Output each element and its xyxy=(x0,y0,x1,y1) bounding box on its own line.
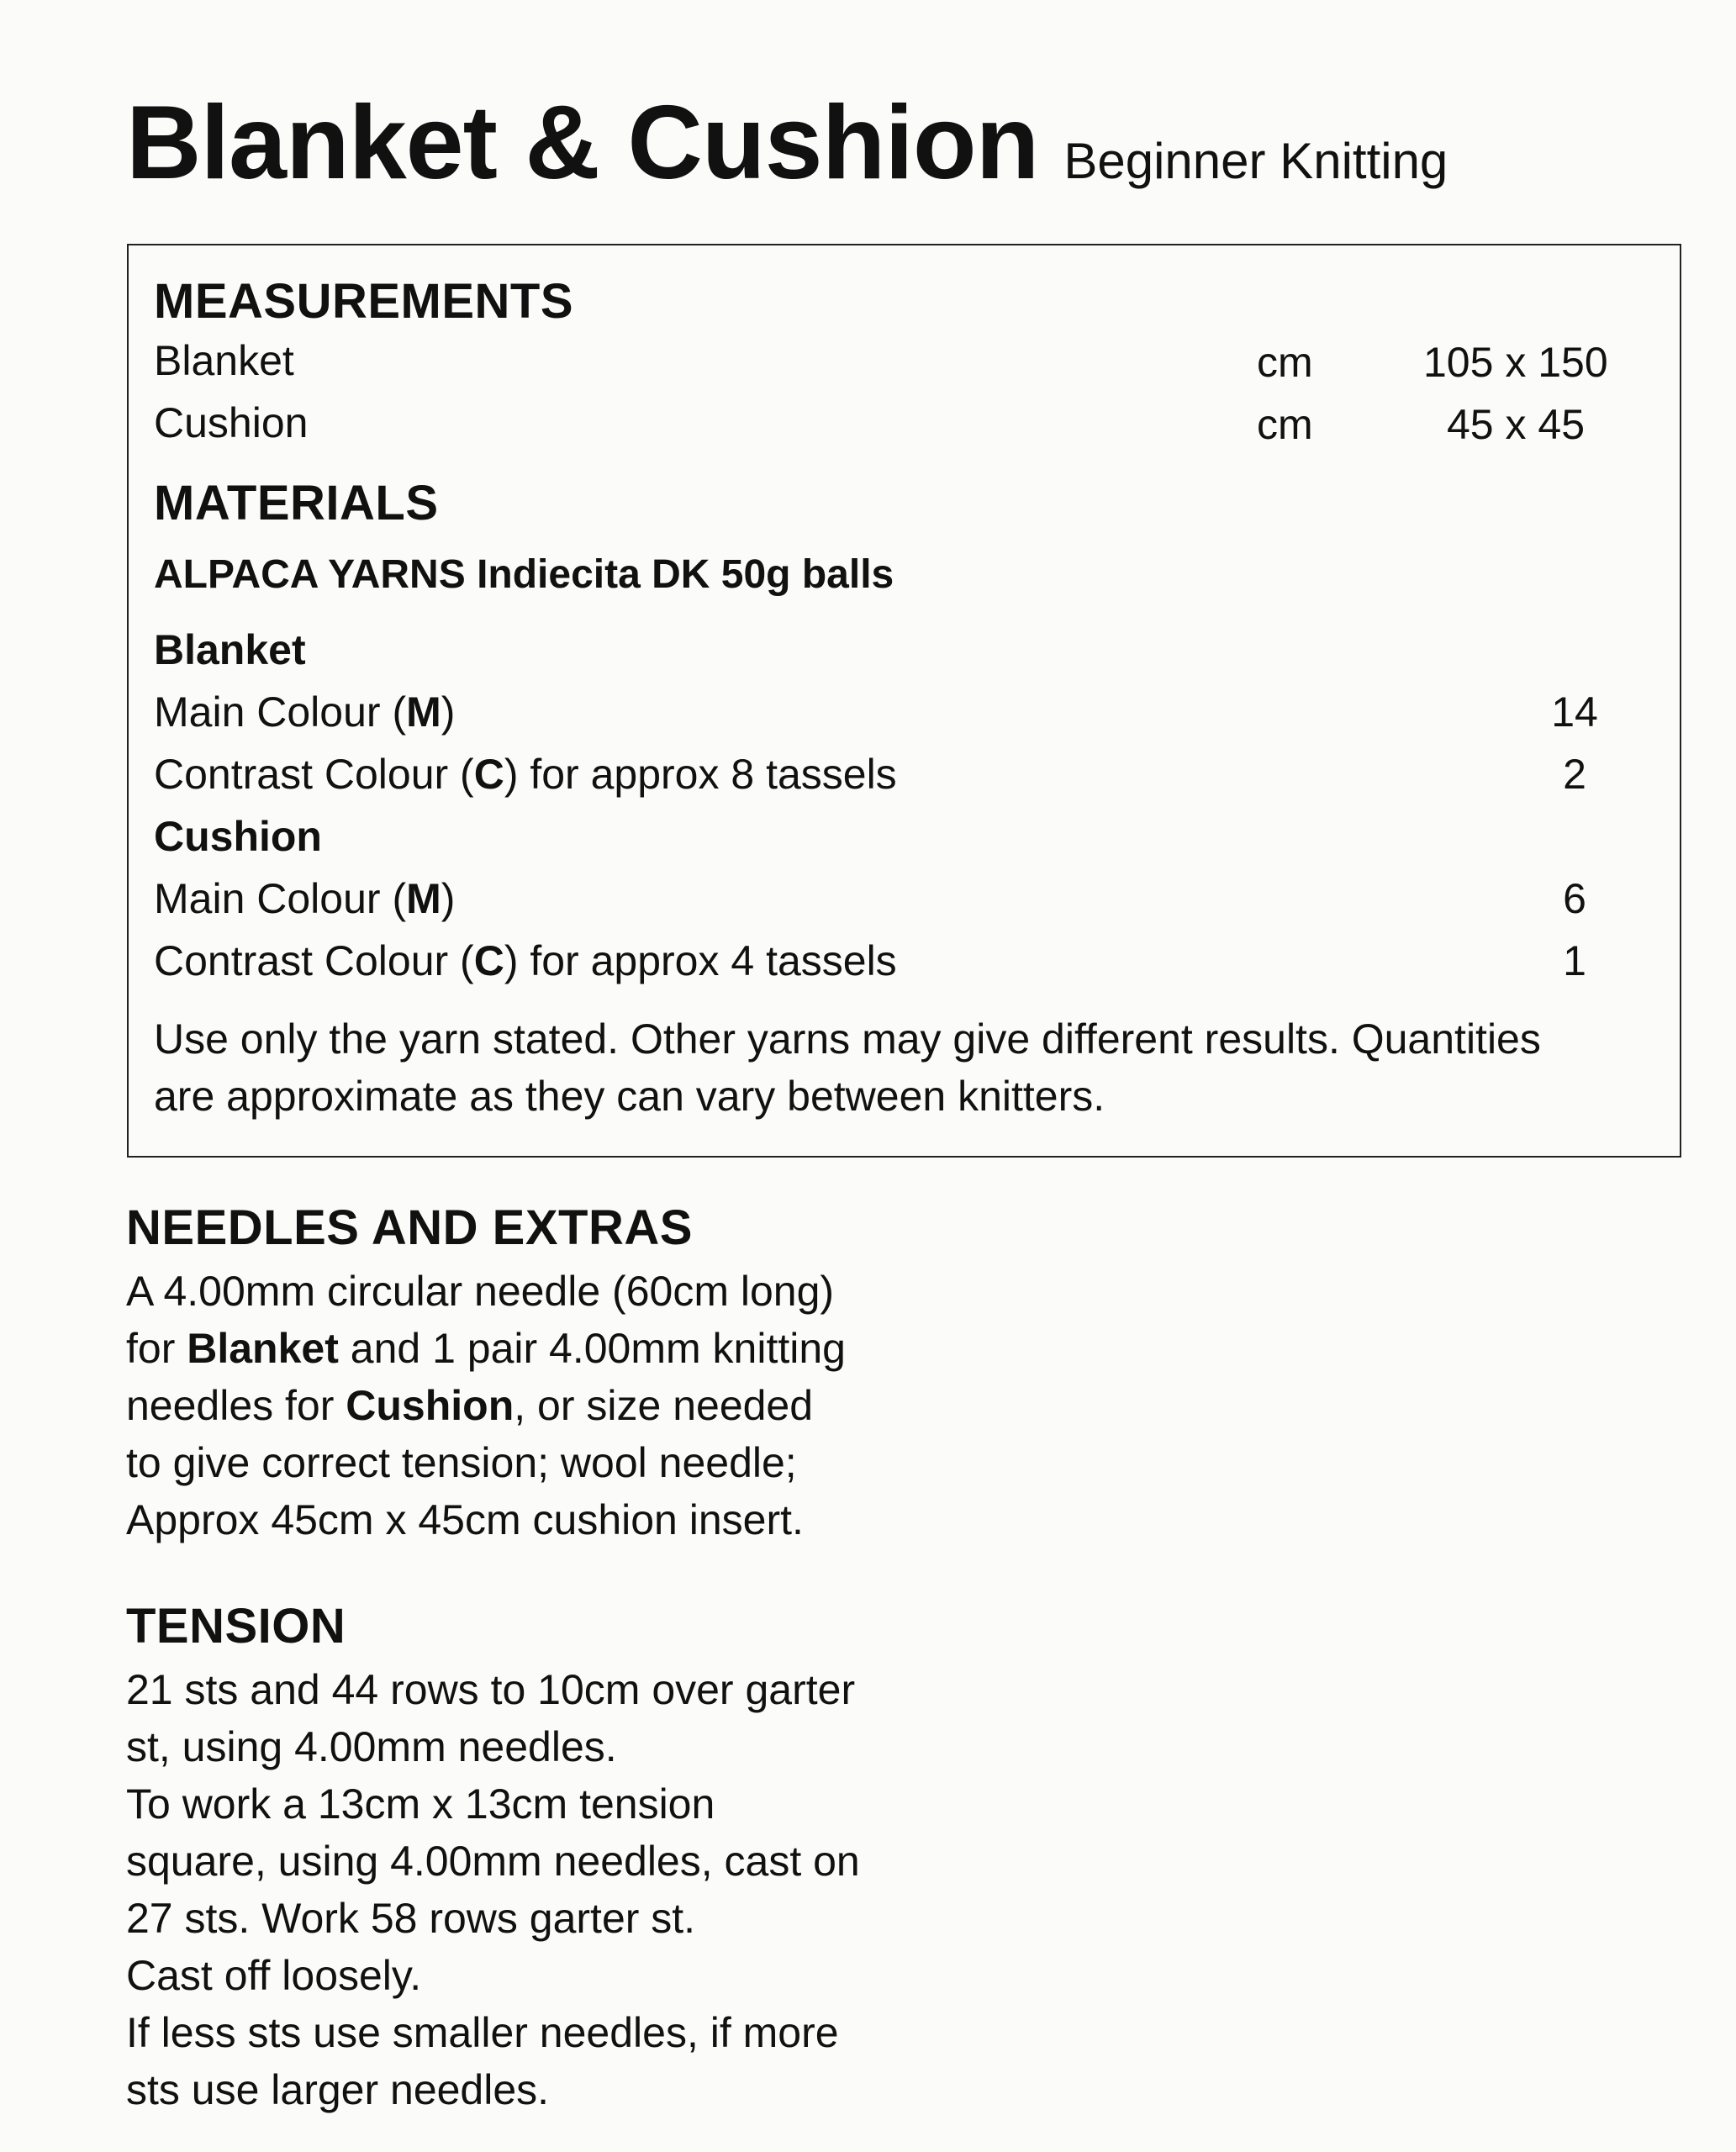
measurement-label-blanket: Blanket xyxy=(154,337,294,384)
materials-heading: MATERIALS xyxy=(154,476,439,530)
cushion-contrast-code: C xyxy=(473,937,504,984)
blanket-main-code: M xyxy=(406,688,441,736)
tension-line: square, using 4.00mm needles, cast on xyxy=(126,1838,860,1885)
tension-line: Cast off loosely. xyxy=(126,1952,422,1999)
blanket-contrast-code: C xyxy=(473,751,504,798)
cushion-contrast-qty: 1 xyxy=(1563,937,1586,984)
measurement-value-cushion: 45 x 45 xyxy=(1447,401,1586,448)
yarn-note-line-2: are approximate as they can vary between knitters. xyxy=(154,1073,1105,1120)
cushion-main-qty: 6 xyxy=(1563,875,1586,922)
page-header xyxy=(126,85,1448,201)
needles-line-2-pre: for xyxy=(126,1325,187,1372)
cushion-contrast-prefix: Contrast Colour ( xyxy=(154,937,474,984)
yarn-note xyxy=(154,1010,1633,1125)
cushion-contrast-suffix: ) for approx 4 tassels xyxy=(504,937,897,984)
yarn-description: ALPACA YARNS Indiecita DK 50g balls xyxy=(154,552,894,597)
cushion-main-colour xyxy=(154,875,456,922)
tension-line: 21 sts and 44 rows to 10cm over garter xyxy=(126,1666,856,1713)
needles-text xyxy=(126,1263,900,1548)
cushion-main-suffix: ) xyxy=(441,875,456,922)
measurements-heading: MEASUREMENTS xyxy=(154,274,574,329)
needles-line-3-pre: needles for xyxy=(126,1382,346,1429)
blanket-contrast-colour xyxy=(154,751,897,798)
page-title: Blanket & Cushion xyxy=(126,85,1039,201)
needles-line-3 xyxy=(126,1377,900,1434)
blanket-materials-heading: Blanket xyxy=(154,626,306,673)
blanket-contrast-qty: 2 xyxy=(1563,751,1586,798)
needles-line-5: Approx 45cm x 45cm cushion insert. xyxy=(126,1496,804,1543)
tension-text xyxy=(126,1661,900,2118)
page-subtitle: Beginner Knitting xyxy=(1063,133,1448,189)
measurement-label-cushion: Cushion xyxy=(154,399,309,446)
blanket-contrast-prefix: Contrast Colour ( xyxy=(154,751,474,798)
tension-line: sts use larger needles. xyxy=(126,2066,550,2113)
needles-line-4: to give correct tension; wool needle; xyxy=(126,1439,797,1486)
cushion-materials-heading: Cushion xyxy=(154,813,322,860)
yarn-note-line-1: Use only the yarn stated. Other yarns may give different results. Quantities xyxy=(154,1015,1541,1063)
tension-line: To work a 13cm x 13cm tension xyxy=(126,1780,715,1828)
needles-line-2-post: and 1 pair 4.00mm knitting xyxy=(338,1325,846,1372)
blanket-main-suffix: ) xyxy=(441,688,456,736)
cushion-main-prefix: Main Colour ( xyxy=(154,875,407,922)
needles-line-3-bold: Cushion xyxy=(346,1382,514,1429)
needles-line-2 xyxy=(126,1320,900,1377)
tension-line: If less sts use smaller needles, if more xyxy=(126,2009,839,2056)
measurement-unit-cushion: cm xyxy=(1257,401,1313,448)
tension-line: 27 sts. Work 58 rows garter st. xyxy=(126,1895,696,1942)
tension-heading: TENSION xyxy=(126,1599,346,1654)
cushion-main-code: M xyxy=(406,875,441,922)
needles-line-3-post: , or size needed xyxy=(514,1382,814,1429)
blanket-main-qty: 14 xyxy=(1551,688,1598,736)
needles-heading: NEEDLES AND EXTRAS xyxy=(126,1200,693,1255)
measurement-unit-blanket: cm xyxy=(1257,339,1313,386)
needles-line-2-bold: Blanket xyxy=(187,1325,339,1372)
blanket-main-prefix: Main Colour ( xyxy=(154,688,407,736)
spec-box xyxy=(127,244,1681,1158)
blanket-contrast-suffix: ) for approx 8 tassels xyxy=(504,751,897,798)
needles-line-1: A 4.00mm circular needle (60cm long) xyxy=(126,1268,835,1315)
blanket-main-colour xyxy=(154,688,456,736)
measurement-value-blanket: 105 x 150 xyxy=(1423,339,1608,386)
cushion-contrast-colour xyxy=(154,937,897,984)
tension-line: st, using 4.00mm needles. xyxy=(126,1723,617,1770)
